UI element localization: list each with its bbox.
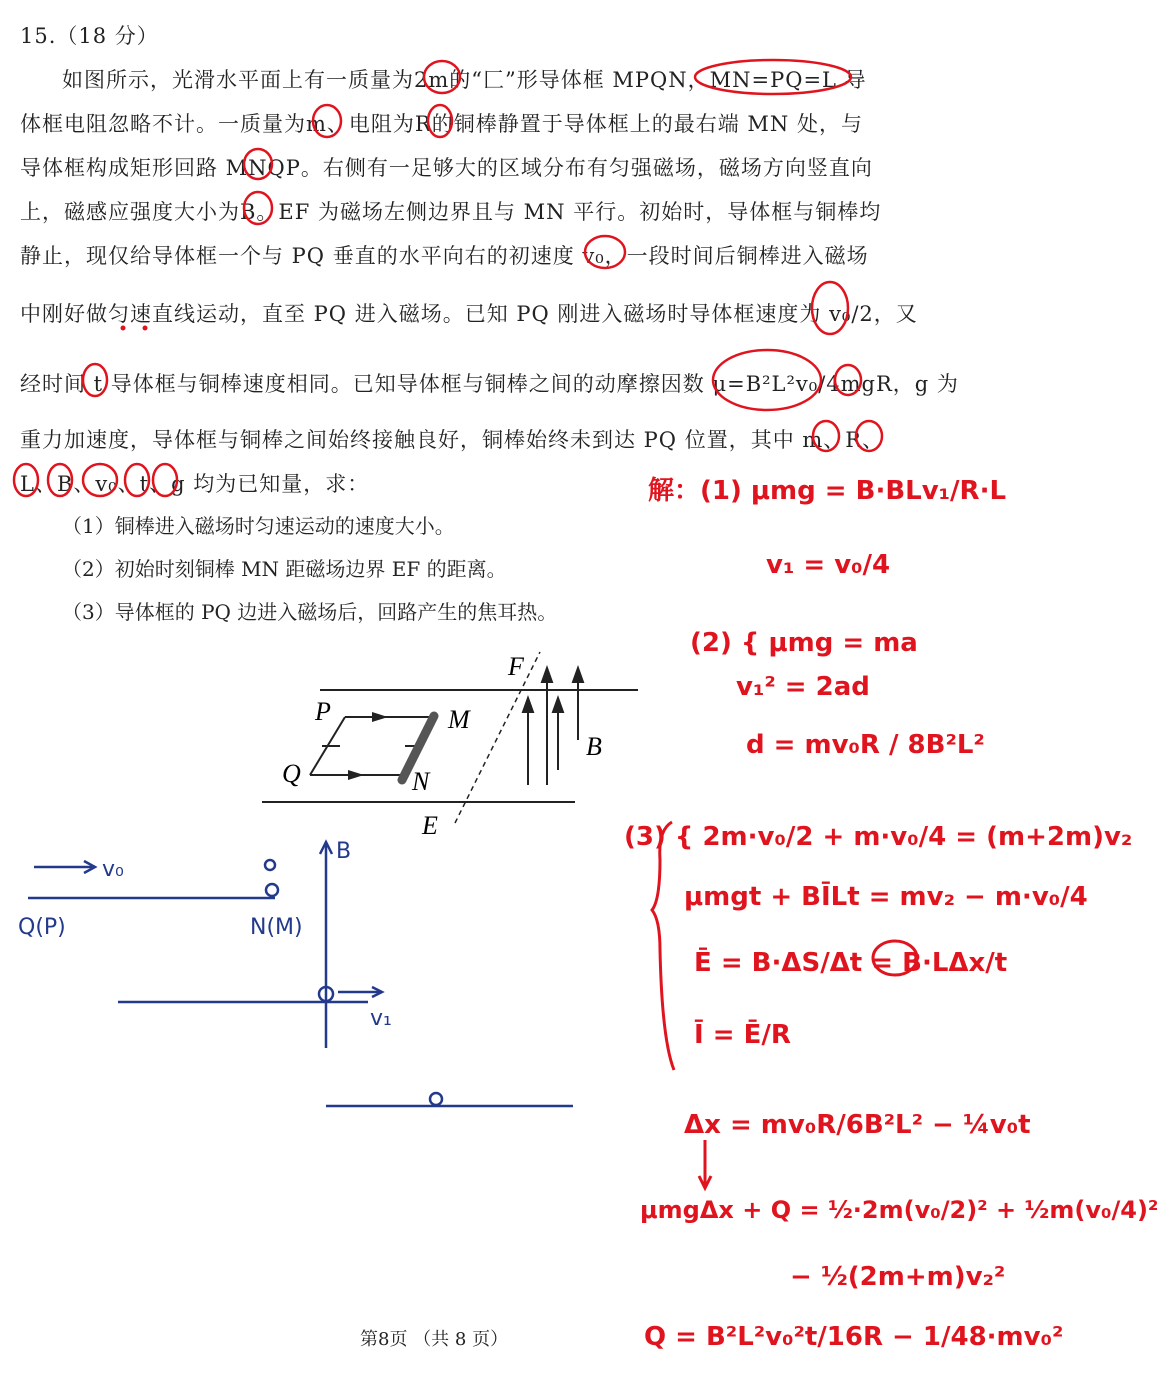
sketch-v0: v₀	[102, 857, 124, 882]
solution-3d: Ī = Ē/R	[694, 1020, 791, 1050]
red-annotations	[0, 0, 1080, 520]
solution-3b: μmgt + BĪLt = mv₂ − m·v₀/4	[684, 882, 1088, 912]
question-2: （2）初始时刻铜棒 MN 距磁场边界 EF 的距离。	[62, 557, 507, 581]
solution-3g: − ½(2m+m)v₂²	[790, 1262, 1006, 1292]
sketch-v1: v₁	[370, 1006, 392, 1031]
solution-3e: Δx = mv₀R/6B²L² − ¼v₀t	[684, 1110, 1031, 1140]
problem-line-3: 导体框构成矩形回路 MNQP。右侧有一足够大的区域分布有匀强磁场，磁场方向竖直向	[20, 156, 873, 180]
problem-line-4: 上，磁感应强度大小为B。EF 为磁场左侧边界且与 MN 平行。初始时，导体框与铜棒均	[20, 200, 882, 224]
label-M: M	[448, 705, 470, 734]
label-E: E	[422, 811, 438, 840]
sketch-nm: N(M)	[250, 915, 303, 940]
solution-3c: Ē = B·ΔS/Δt = B·LΔx/t	[694, 948, 1008, 978]
label-N: N	[412, 767, 430, 796]
problem-line-2: 体框电阻忽略不计。一质量为m、电阻为R的铜棒静置于导体框上的最右端 MN 处，与	[20, 112, 863, 136]
solution-2b: v₁² = 2ad	[736, 672, 870, 702]
blue-sketch	[0, 830, 620, 1130]
problem-line-5: 静止，现仅给导体框一个与 PQ 垂直的水平向右的初速度 v₀，一段时间后铜棒进入磁场	[20, 244, 869, 268]
problem-line-7: 经时间 t 导体框与铜棒速度相同。已知导体框与铜棒之间的动摩擦因数 μ=B²L²v₀/4mgR，g 为	[20, 372, 959, 396]
sketch-qp: Q(P)	[18, 915, 66, 940]
solution-3f: μmgΔx + Q = ½·2m(v₀/2)² + ½m(v₀/4)²	[640, 1196, 1158, 1224]
emphasis-dots	[121, 326, 148, 331]
solution-3a: (3) { 2m·v₀/2 + m·v₀/4 = (m+2m)v₂	[624, 822, 1133, 852]
label-P: P	[315, 697, 331, 726]
question-3: （3）导体框的 PQ 边进入磁场后，回路产生的焦耳热。	[62, 600, 558, 624]
solution-1a: 解：(1) μmg = B·BLv₁/R·L	[648, 476, 1007, 506]
solution-2c: d = mv₀R / 8B²L²	[746, 730, 985, 760]
problem-line-8: 重力加速度，导体框与铜棒之间始终接触良好，铜棒始终未到达 PQ 位置，其中 m、R、	[20, 428, 885, 452]
sketch-b: B	[336, 839, 352, 864]
problem-line-6: 中刚好做匀速直线运动，直至 PQ 进入磁场。已知 PQ 刚进入磁场时导体框速度为 v₀/2，又	[20, 302, 918, 326]
question-1: （1）铜棒进入磁场时匀速运动的速度大小。	[62, 514, 455, 538]
label-Q: Q	[282, 759, 301, 788]
problem-line-1: 如图所示，光滑水平面上有一质量为2m的“匚”形导体框 MPQN，MN=PQ=L 导	[62, 68, 867, 92]
problem-header: 15.（18 分）	[20, 24, 159, 48]
solution-1b: v₁ = v₀/4	[766, 550, 891, 580]
page-footer: 第8页 （共 8 页）	[360, 1329, 509, 1350]
problem-line-9: L、B、v₀、t、g 均为已知量，求：	[20, 472, 370, 496]
solution-2a: (2) { μmg = ma	[690, 628, 918, 658]
physics-figure	[250, 640, 660, 840]
label-F: F	[508, 652, 524, 681]
label-B: B	[586, 732, 602, 761]
solution-marks	[600, 800, 1060, 1220]
solution-3h: Q = B²L²v₀²t/16R − 1/48·mv₀²	[644, 1322, 1064, 1352]
